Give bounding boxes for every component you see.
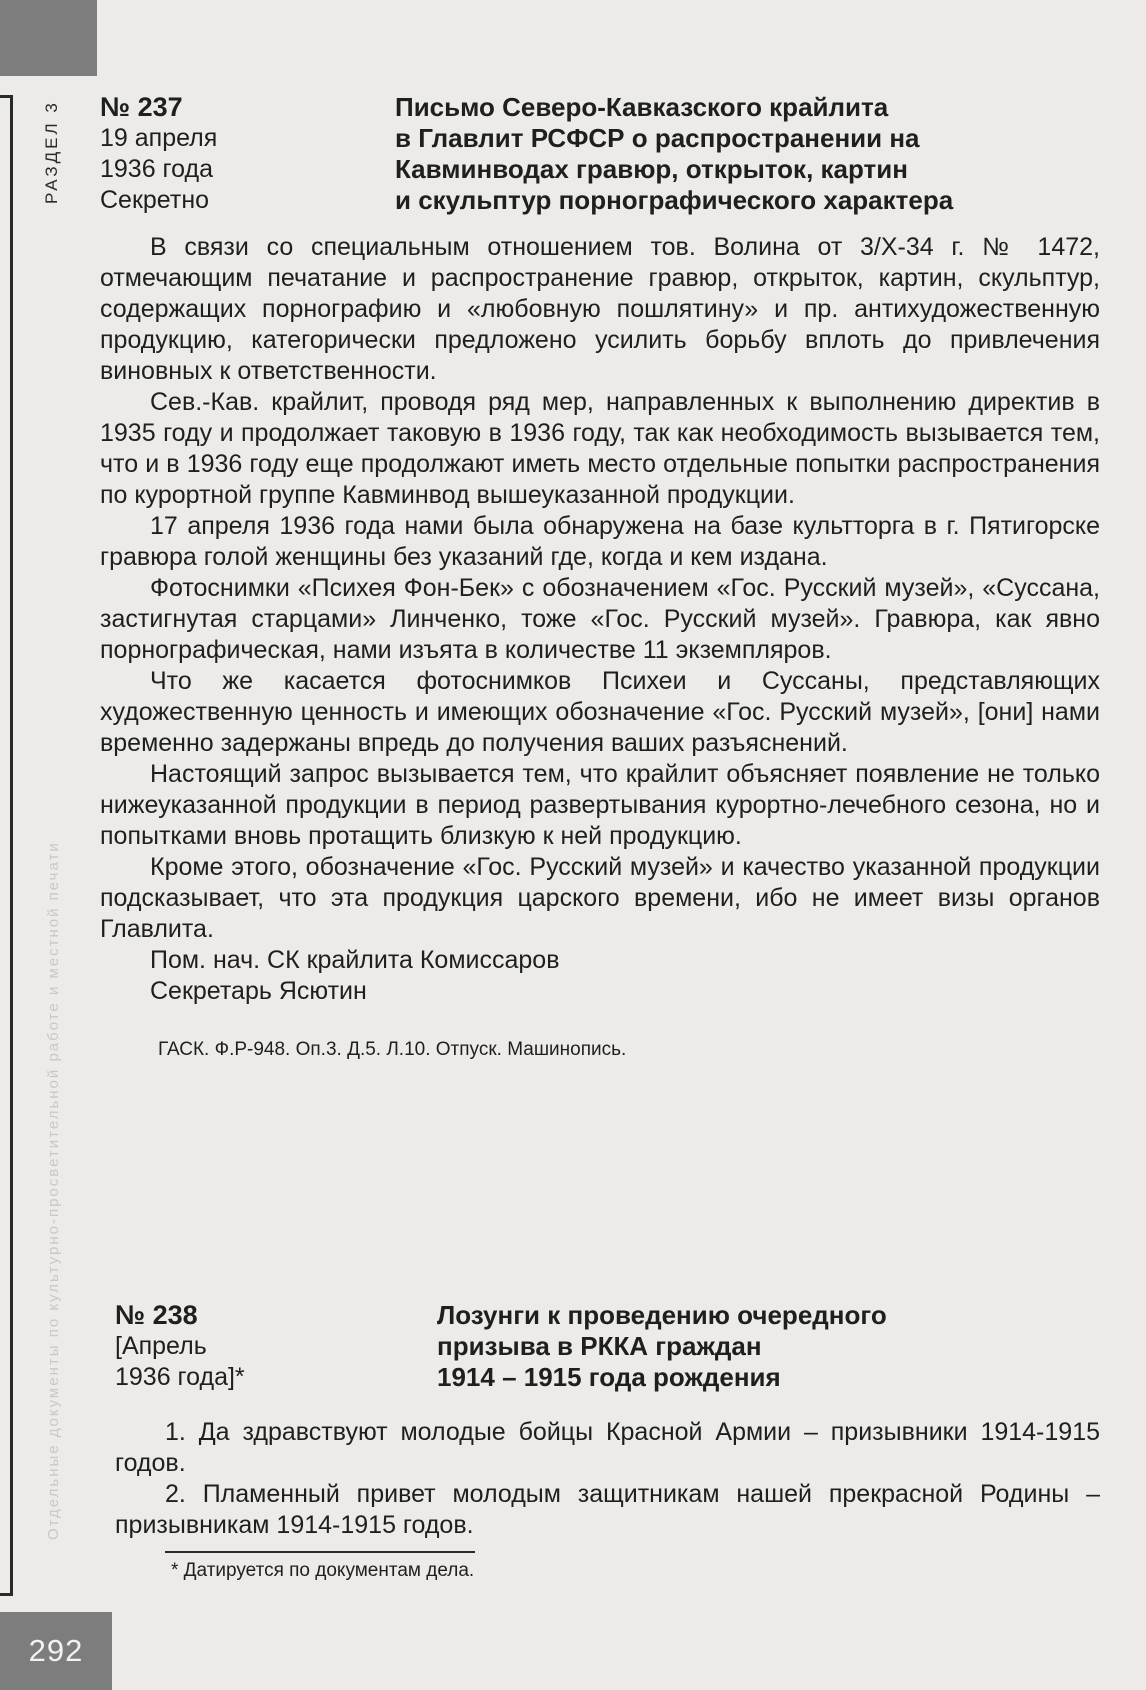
document-meta — [115, 1300, 415, 1393]
document-number: № 238 — [115, 1300, 198, 1330]
document-number: № 237 — [100, 92, 183, 122]
footnote-divider — [165, 1551, 475, 1553]
title-line: Письмо Северо-Кавказского крайлита — [395, 92, 889, 122]
slogan-paragraph: 1. Да здравствуют молодые бойцы Красной Армии – призывники 1914-1915 годов. — [115, 1418, 1100, 1477]
document-date-line-1: 19 апреля — [100, 124, 218, 152]
title-line: и скульптур порнографического характера — [395, 185, 954, 215]
document-classification: Секретно — [100, 186, 210, 214]
body-paragraph: Сев.-Кав. крайлит, проводя ряд мер, направленных к выполнению директив в 1935 году и продолжает таковую в 1936 году, так как необходимость вызывается тем, что и в 1936 году еще продолжают иметь место отдельные попытки распространения по курортной группе Кавминвод вышеуказанной продукции. — [100, 388, 1100, 509]
body-paragraph: Настоящий запрос вызывается тем, что крайлит объясняет появление не только нижеуказанной продукции в период развертывания курортно-лечебного сезона, но и попытками вновь протащить близкую к ней продукцию. — [100, 760, 1100, 850]
archive-reference: ГАСК. Ф.Р-948. Оп.3. Д.5. Л.10. Отпуск. Машинопись. — [158, 1039, 627, 1060]
title-line: Лозунги к проведению очередного — [437, 1300, 887, 1330]
document-date-line-2: 1936 года — [100, 155, 213, 183]
footnote: * Датируется по документам дела. — [171, 1560, 475, 1581]
margin-rule — [10, 95, 13, 1595]
title-line: в Главлит РСФСР о распространении на — [395, 123, 920, 153]
margin-running-text: Отдельные документы по культурно-просветительной работе и местной печати — [45, 841, 62, 1540]
document-237 — [100, 92, 1100, 1063]
margin-rule-bottom-cap — [0, 1593, 13, 1596]
body-paragraph: Кроме этого, обозначение «Гос. Русский музей» и качество указанной продукции подсказывает, что эта продукция царского времени, ибо не имеет визы органов Главлита. — [100, 853, 1100, 943]
document-238 — [115, 1300, 1100, 1583]
body-paragraph: Что же касается фотоснимков Психеи и Суссаны, представляющих художественную ценность и имеющих обозначение «Гос. Русский музей», [они] нами временно задержаны впредь до получения ваших разъяснений. — [100, 667, 1100, 757]
section-tab-top — [0, 0, 97, 76]
body-paragraph: Фотоснимки «Психея Фон-Бек» с обозначением «Гос. Русский музей», «Суссана, застигнутая старцами» Линченко, тоже «Гос. Русский музей». Гравюра, как явно порнографическая, нами изъята в количестве 11 экземпляров. — [100, 574, 1100, 664]
title-line: Кавминводах гравюр, открыток, картин — [395, 154, 908, 184]
document-meta — [100, 92, 400, 216]
signature-line: Секретарь Ясютин — [150, 977, 367, 1005]
document-header — [115, 1300, 1100, 1405]
title-line: 1914 – 1915 года рождения — [437, 1362, 781, 1392]
body-paragraph: 17 апреля 1936 года нами была обнаружена на базе культторга в г. Пятигорске гравюра голой женщины без указаний где, когда и кем издана. — [100, 512, 1100, 571]
slogan-paragraph: 2. Пламенный привет молодым защитникам нашей прекрасной Родины – призывникам 1914-1915 годов. — [115, 1480, 1100, 1539]
body-paragraph: В связи со специальным отношением тов. Волина от 3/Х-34 г. № 1472, отмечающим печатание и распространение гравюр, открыток, картин, скульптур, содержащих порнографию и «любовную пошлятину» и пр. антихудожественную продукцию, категорически предложено усилить борьбу вплоть до привлечения виновных к ответственности. — [100, 233, 1100, 385]
document-header — [100, 92, 1100, 222]
document-body — [115, 1417, 1100, 1541]
document-title — [395, 92, 953, 216]
title-line: призыва в РККА граждан — [437, 1331, 762, 1361]
section-label: РАЗДЕЛ 3 — [42, 100, 61, 205]
signature-line: Пом. нач. СК крайлита Комиссаров — [150, 946, 560, 974]
document-date-line-2: 1936 года]* — [115, 1363, 245, 1391]
document-date-line-1: [Апрель — [115, 1332, 207, 1360]
document-body — [100, 232, 1100, 945]
document-title — [437, 1300, 887, 1393]
page-number: 292 — [28, 1633, 84, 1668]
margin-rule-top-cap — [0, 95, 13, 98]
